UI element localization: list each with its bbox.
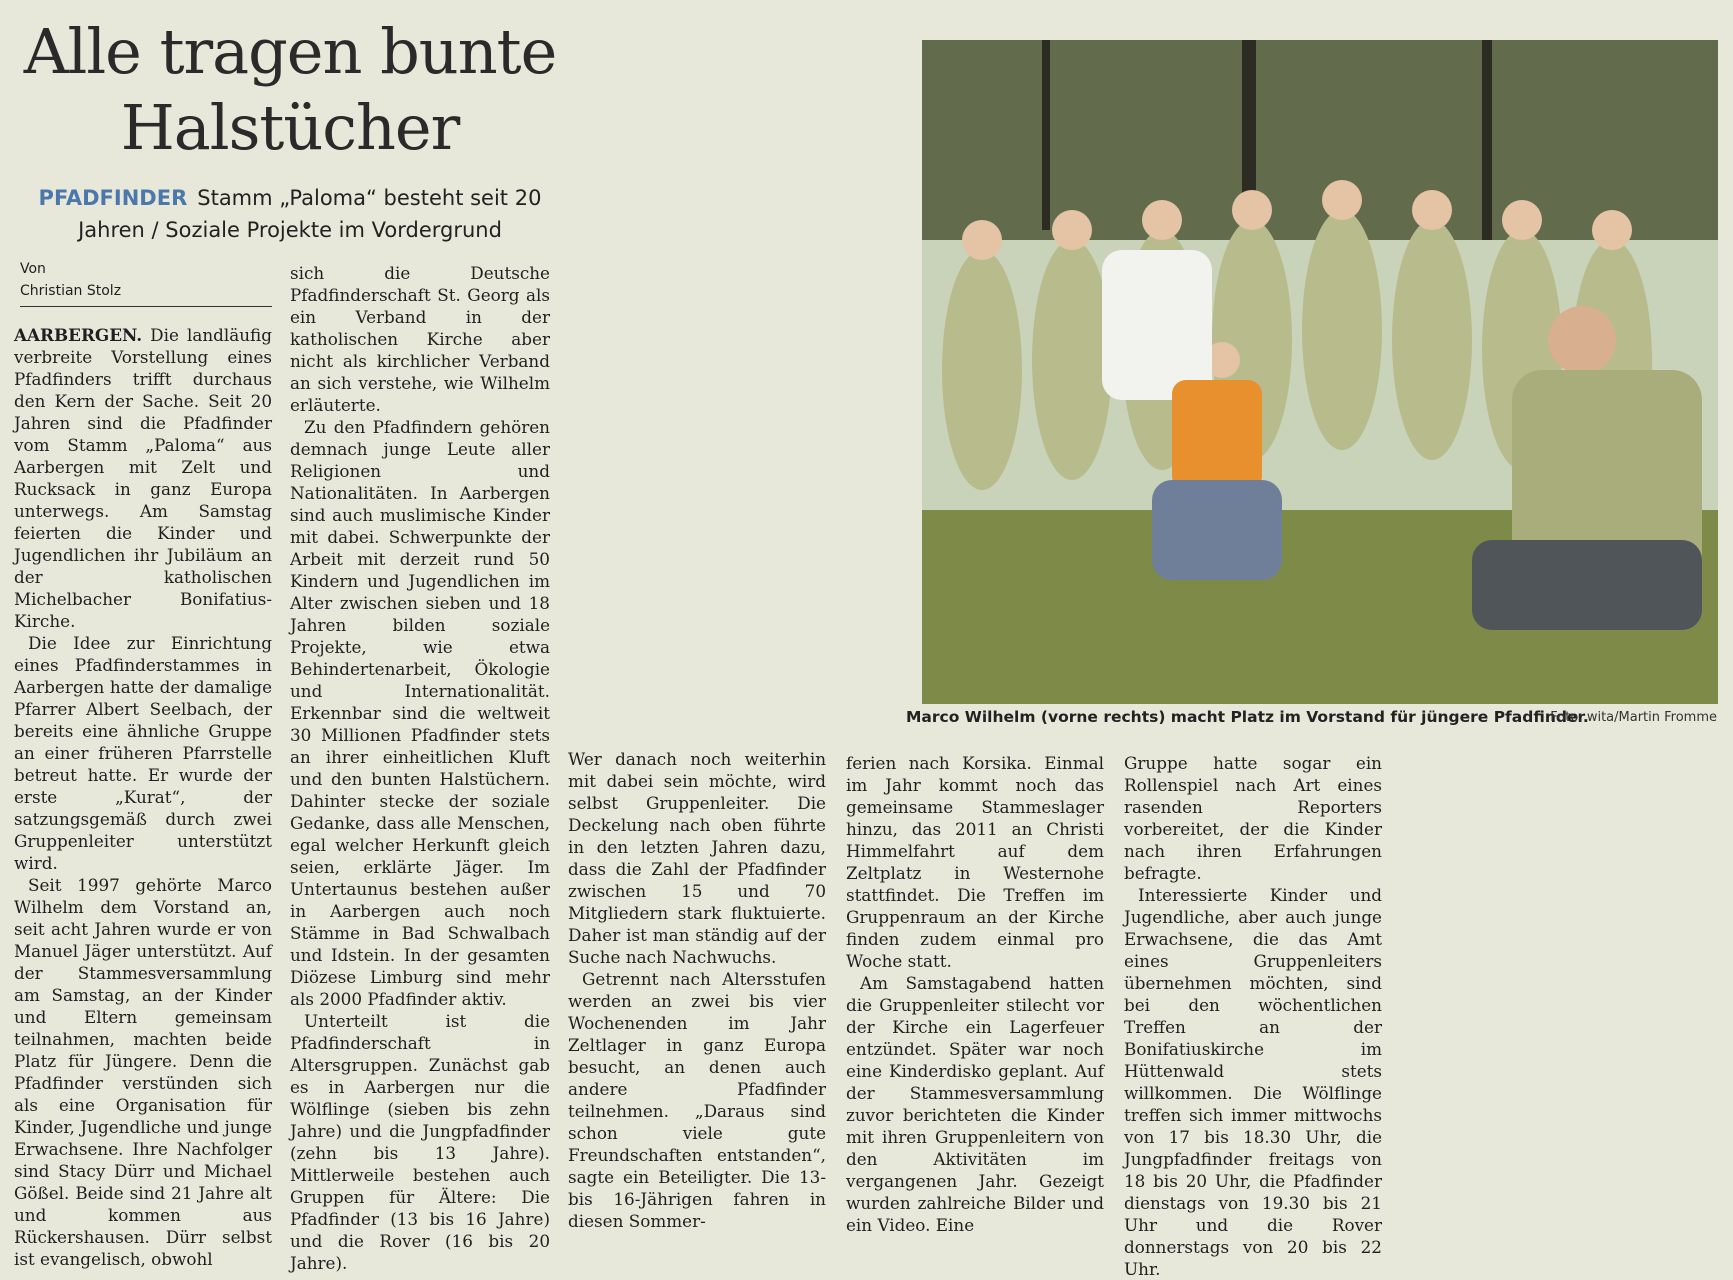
headline-line-1: Alle tragen bunte (23, 15, 557, 88)
group-photo-illustration (922, 40, 1718, 704)
paragraph: Wer danach noch weiterhin mit dabei sein möchte, wird selbst Gruppenleiter. Die Deckelung nach oben führte in den letzten Jahren dazu, dass die Zahl der Pfadfinder zwischen 15 und 70 Mitgliedern stark fluktuierte. Daher ist man ständig auf der Suche nach Nachwuchs. (568, 749, 826, 967)
subheadline-text: Stamm „Paloma“ besteht seit 20 Jahren / Soziale Projekte im Vordergrund (78, 186, 542, 242)
headline-line-2: Halstücher (120, 91, 460, 164)
paragraph: Zu den Pfadfindern gehören demnach junge Leute aller Religionen und Nationalitäten. In Aarbergen sind auch muslimische Kinder mit dabei. Schwerpunkte der Arbeit mit derzeit rund 50 Kindern und Jugendlichen im Alter zwischen sieben und 18 Jahren bilden soziale Projekte, wie etwa Behindertenarbeit, Ökologie und Internationalität. Erkennbar sind die weltweit 30 Millionen Pfadfinder stets an ihrer einheitlichen Kluft und den bunten Halstüchern. Dahinter stecke der soziale Gedanke, dass alle Menschen, egal welcher Herkunft gleich seien, erklärte Jäger. Im Untertaunus bestehen außer in Aarbergen auch noch Stämme in Bad Schwalbach und Idstein. In der gesamten Diözese Limburg sind mehr als 2000 Pfadfinder aktiv. (290, 417, 550, 1009)
dateline: AARBERGEN. (14, 325, 143, 345)
article-column-3 (568, 748, 826, 1232)
article-column-1 (14, 324, 272, 1270)
paragraph: Am Samstagabend hatten die Gruppenleiter stilecht vor der Kirche ein Lagerfeuer entzündet. Später war noch eine Kinderdisko geplant. Auf der Stammesversammlung zuvor berichteten die Kinder mit ihren Gruppenleitern von den Aktivitäten im vergangenen Jahr. Gezeigt wurden zahlreiche Bilder und ein Video. Eine (846, 973, 1104, 1235)
scout-banner (1102, 250, 1212, 400)
paragraph: sich die Deutsche Pfadfinderschaft St. Georg als ein Verband in der katholischen Kirche aber nicht als kirchlicher Verband an sich verstehe, wie Wilhelm erläuterte. (290, 263, 550, 415)
byline (20, 258, 272, 307)
photo-tree-trunk (1482, 40, 1492, 240)
paragraph: Unterteilt ist die Pfadfinderschaft in Altersgruppen. Zunächst gab es in Aarbergen nur die Wölflinge (sieben bis zehn Jahre) und die Jungpfadfinder (zehn bis 13 Jahre). Mittlerweile bestehen auch Gruppen für Ältere: Die Pfadfinder (13 bis 16 Jahre) und die Rover (16 bis 20 Jahre). (290, 1011, 550, 1273)
article-column-2 (290, 262, 550, 1274)
paragraph: Getrennt nach Altersstufen werden an zwei bis vier Wochenenden im Jahr Zeltlager in ganz Europa besucht, an denen auch andere Pfadfinder teilnehmen. „Daraus sind schon viele gute Freundschaften entstanden“, sagte ein Beteiligter. Die 13- bis 16-Jährigen fahren in diesen Sommer- (568, 969, 826, 1231)
paragraph: Interessierte Kinder und Jugendliche, aber auch junge Erwachsene, die das Amt eines Gruppenleiters übernehmen möchten, sind bei den wöchentlichen Treffen an der Bonifatiuskirche im Hüttenwald stets willkommen. Die Wölflinge treffen sich immer mittwochs von 17 bis 18.30 Uhr, die Jungpfadfinder freitags von 18 bis 20 Uhr, die Pfadfinder dienstags von 19.30 bis 21 Uhr und die Rover donnerstags von 20 bis 22 Uhr. (1124, 885, 1382, 1279)
paragraph: ferien nach Korsika. Einmal im Jahr kommt noch das gemeinsame Stammeslager hinzu, das 2011 an Christi Himmelfahrt auf dem Zeltplatz in Westernohe stattfindet. Die Treffen im Gruppenraum an der Kirche finden zudem einmal pro Woche statt. (846, 753, 1104, 971)
photo-caption: Marco Wilhelm (vorne rechts) macht Platz im Vorstand für jüngere Pfadfinder. (906, 708, 1589, 726)
paragraph: Die Idee zur Einrichtung eines Pfadfinderstammes in Aarbergen hatte der damalige Pfarrer Albert Seelbach, der bereits eine ähnliche Gruppe an einer früheren Pfarrstelle betreut hatte. Er wurde der erste „Kurat“, der satzungsgemäß durch zwei Gruppenleiter unterstützt wird. (14, 633, 272, 873)
paragraph (14, 324, 272, 632)
article-column-4 (846, 752, 1104, 1236)
byline-author: Christian Stolz (20, 283, 122, 299)
paragraph-text: Die landläufig verbreite Vorstellung eines Pfadfinders trifft durchaus den Kern der Sache. Seit 20 Jahren sind die Pfadfinder vom Stamm „Paloma“ aus Aarbergen mit Zelt und Rucksack in ganz Europa unterwegs. Am Samstag feierten die Kinder und Jugendlichen ihr Jubiläum an der katholischen Michelbacher Bonifatius-Kirche. (14, 325, 272, 631)
headline (20, 14, 560, 166)
paragraph: Gruppe hatte sogar ein Rollenspiel nach Art eines rasenden Reporters vorbereitet, der die Kinder nach ihren Erfahrungen befragte. (1124, 753, 1382, 883)
paragraph: Seit 1997 gehörte Marco Wilhelm dem Vorstand an, seit acht Jahren wurde er von Manuel Jäger unterstützt. Auf der Stammesversammlung am Samstag, an der Kinder und Eltern gemeinsam teilnahmen, machten beide Platz für Jüngere. Denn die Pfadfinder verstünden sich als eine Organisation für Kinder, Jugendliche und junge Erwachsene. Ihre Nachfolger sind Stacy Dürr und Michael Gößel. Beide sind 21 Jahre alt und kommen aus Rückershausen. Dürr selbst ist evangelisch, obwohl (14, 875, 272, 1269)
byline-prefix: Von (20, 261, 46, 277)
photo-forest (922, 40, 1718, 240)
article-column-5 (1124, 752, 1382, 1280)
subheadline (20, 182, 560, 246)
photo-tree-trunk (1042, 40, 1050, 230)
photo-credit: Foto: wita/Martin Fromme (1550, 710, 1717, 725)
group-photo (922, 40, 1718, 704)
subheadline-kicker: PFADFINDER (38, 186, 188, 210)
